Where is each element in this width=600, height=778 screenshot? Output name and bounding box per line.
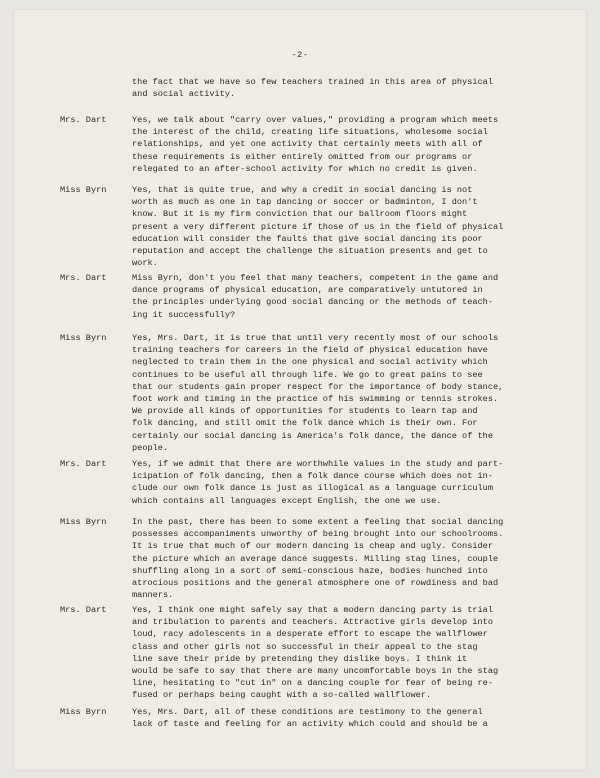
text-line: lack of taste and feeling for an activity which could and should be a: [132, 719, 488, 730]
speaker-name: Mrs. Dart: [60, 605, 107, 615]
text-line: possesses accompaniments unworthy of being brought into our schoolrooms.: [132, 529, 504, 540]
text-line: relationships, and yet one activity that certainly meets with all of: [132, 139, 483, 150]
text-line: dance programs of physical education, are comparatively untutored in: [132, 285, 483, 296]
speaker-name: Miss Byrn: [60, 333, 107, 343]
text-line: which contains all languages except English, the one we use.: [132, 495, 442, 506]
text-line: certainly our social dancing is America's folk dance, the dance of the: [132, 430, 493, 441]
text-line: the picture which an average dance suggests. Milling stag lines, couple: [132, 553, 499, 564]
speech-text: [132, 76, 557, 100]
text-line: that our students gain proper respect for the importance of body stance,: [132, 381, 504, 392]
text-line: and tribulation to parents and teachers. Attractive girls develop into: [132, 617, 493, 628]
text-line: present a very different picture if those of us in the field of physical: [132, 221, 504, 232]
text-line: In the past, there has been to some extent a feeling that social dancing: [132, 517, 504, 527]
text-line: the interest of the child, creating life situations, wholesome social: [132, 127, 488, 138]
speaker-name: Mrs. Dart: [60, 115, 107, 125]
text-line: relegated to an after-school activity for which no credit is given.: [132, 163, 478, 174]
text-line: clude our own folk dance is just as illogical as a language curriculum: [132, 483, 493, 494]
speech-text: [132, 706, 557, 730]
text-line: know. But it is my firm conviction that our ballroom floors might: [132, 209, 468, 220]
text-line: ing it successfully?: [132, 309, 236, 320]
text-line: manners.: [132, 590, 174, 601]
text-line: worth as much as one in tap dancing or soccer or badminton, I don't: [132, 197, 478, 208]
text-line: Yes, if we admit that there are worthwhile values in the study and part-: [132, 459, 504, 469]
text-line: and social activity.: [132, 89, 236, 100]
speech-text: [132, 332, 557, 454]
speaker-name: Miss Byrn: [60, 517, 107, 527]
text-line: work.: [132, 258, 158, 269]
speech-text: [132, 604, 557, 702]
speech-text: [132, 458, 557, 507]
speaker-name: Mrs. Dart: [60, 273, 107, 283]
text-line: Yes, Mrs. Dart, all of these conditions are testimony to the general: [132, 707, 483, 717]
text-line: Yes, Mrs. Dart, it is true that until very recently most of our schools: [132, 333, 499, 343]
text-line: neglected to train them in the one physical and social activity which: [132, 357, 488, 368]
text-line: the fact that we have so few teachers trained in this area of physical: [132, 77, 493, 87]
speaker-name: Miss Byrn: [60, 707, 107, 717]
text-line: icipation of folk dancing, then a folk dance course which does not in-: [132, 471, 493, 482]
text-line: these requirements is either entirely omitted from our programs or: [132, 151, 473, 162]
speaker-name: Mrs. Dart: [60, 459, 107, 469]
text-line: fused or perhaps being caught with a so-called wallflower.: [132, 690, 432, 701]
text-line: folk dancing, and still omit the folk dance which is their own. For: [132, 418, 478, 429]
text-line: Yes, I think one might safely say that a modern dancing party is trial: [132, 605, 493, 615]
text-line: We provide all kinds of opportunities for students to learn tap and: [132, 406, 478, 417]
text-line: education will consider the faults that give social dancing its poor: [132, 233, 483, 244]
text-line: loud, racy adolescents in a desperate effort to escape the wallflower: [132, 629, 488, 640]
text-line: line save their pride by pretending they dislike boys. I think it: [132, 653, 468, 664]
text-line: atrocious positions and the general atmosphere one of rowdiness and bad: [132, 577, 499, 588]
text-line: foot work and timing in the practice of his swimming or tennis strokes.: [132, 393, 499, 404]
text-line: people.: [132, 442, 169, 453]
text-line: It is true that much of our modern dancing is cheap and ugly. Consider: [132, 541, 493, 552]
text-line: continues to be useful all through life. We go to great pains to see: [132, 369, 483, 380]
text-line: would be safe to say that there are many uncomfortable boys in the stag: [132, 665, 499, 676]
text-line: shuffling along in a sort of semi-conscious haze, bodies hunched into: [132, 565, 488, 576]
speaker-name: Miss Byrn: [60, 185, 107, 195]
text-line: the principles underlying good social dancing or the methods of teach-: [132, 297, 493, 308]
text-line: training teachers for careers in the field of physical education have: [132, 345, 488, 356]
speech-text: [132, 184, 557, 269]
page-number: -2-: [291, 50, 309, 60]
document-page: [14, 10, 586, 770]
speech-text: [132, 516, 557, 601]
text-line: reputation and accept the challenge the situation presents and get to: [132, 245, 488, 256]
text-line: Miss Byrn, don't you feel that many teachers, competent in the game and: [132, 273, 499, 283]
text-line: class and other girls not so successful in their appeal to the stag: [132, 641, 478, 652]
speech-text: [132, 114, 557, 175]
speech-text: [132, 272, 557, 321]
text-line: Yes, we talk about "carry over values," providing a program which meets: [132, 115, 499, 125]
text-line: Yes, that is quite true, and why a credit in social dancing is not: [132, 185, 473, 195]
text-line: line, hesitating to "cut in" on a dancing couple for fear of being re-: [132, 678, 493, 689]
